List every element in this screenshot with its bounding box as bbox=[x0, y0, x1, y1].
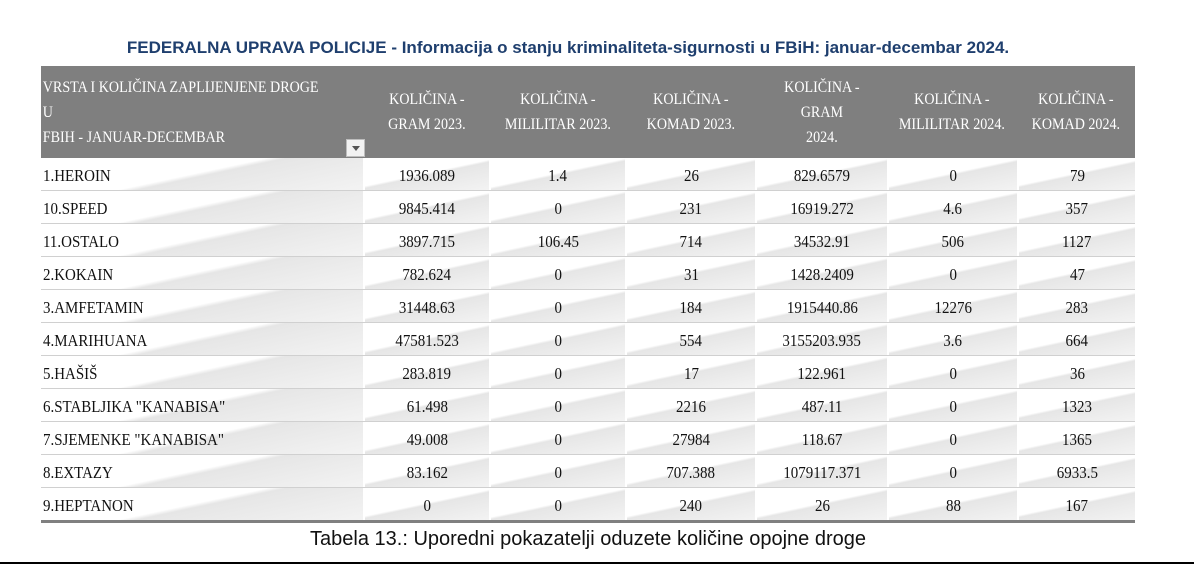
column-header bbox=[895, 66, 1009, 158]
quantity-cell bbox=[625, 356, 755, 388]
table-row bbox=[41, 355, 1135, 388]
column-header-line: KOMAD 2024. bbox=[1031, 116, 1121, 133]
cell-value: 184 bbox=[679, 298, 703, 317]
quantity-cell bbox=[363, 323, 489, 355]
cell-value: 27984 bbox=[672, 430, 710, 449]
column-header-line: FBIH - JANUAR-DECEMBAR bbox=[42, 128, 226, 146]
cell-value: 3.AMFETAMIN bbox=[43, 298, 144, 317]
column-header-line: KOLIČINA - bbox=[520, 91, 596, 108]
cell-value: 714 bbox=[679, 232, 703, 251]
cell-value: 2216 bbox=[676, 397, 706, 416]
table-row bbox=[41, 322, 1135, 355]
cell-value: 6.STABLJIKA "KANABISA" bbox=[43, 397, 226, 416]
cell-value: 16919.272 bbox=[790, 199, 854, 218]
cell-value: 0 bbox=[554, 265, 562, 284]
drug-type-cell bbox=[41, 257, 363, 289]
cell-value: 7.SJEMENKE "KANABISA" bbox=[43, 430, 224, 449]
cell-value: 357 bbox=[1065, 199, 1089, 218]
drug-type-cell bbox=[41, 455, 363, 487]
quantity-cell bbox=[489, 323, 625, 355]
quantity-cell bbox=[363, 158, 489, 190]
quantity-cell bbox=[1017, 422, 1135, 454]
quantity-cell bbox=[887, 356, 1017, 388]
filter-dropdown-button[interactable] bbox=[346, 139, 365, 157]
quantity-cell bbox=[489, 290, 625, 322]
cell-value: 31 bbox=[683, 265, 699, 284]
cell-value: 49.008 bbox=[406, 430, 448, 449]
quantity-cell bbox=[363, 257, 489, 289]
quantity-cell bbox=[755, 158, 887, 190]
cell-value: 122.961 bbox=[797, 364, 847, 383]
cell-value: 0 bbox=[554, 430, 562, 449]
quantity-cell bbox=[887, 191, 1017, 223]
cell-value: 0 bbox=[554, 199, 562, 218]
cell-value: 2.KOKAIN bbox=[43, 265, 114, 284]
column-header-line: KOMAD 2023. bbox=[646, 116, 736, 133]
quantity-cell bbox=[1017, 323, 1135, 355]
quantity-cell bbox=[887, 389, 1017, 421]
quantity-cell bbox=[363, 488, 489, 520]
column-header bbox=[498, 66, 617, 158]
quantity-cell bbox=[363, 455, 489, 487]
quantity-cell bbox=[755, 323, 887, 355]
cell-value: 5.HAŠIŠ bbox=[43, 364, 98, 383]
column-header-line: KOLIČINA - bbox=[1038, 91, 1114, 108]
cell-value: 554 bbox=[679, 331, 703, 350]
table-row bbox=[41, 487, 1135, 520]
quantity-cell bbox=[363, 290, 489, 322]
column-header-line: 2024. bbox=[805, 128, 838, 146]
table-row bbox=[41, 256, 1135, 289]
cell-value: 36 bbox=[1069, 364, 1085, 383]
quantity-cell bbox=[887, 224, 1017, 256]
quantity-cell bbox=[489, 224, 625, 256]
cell-value: 829.6579 bbox=[793, 166, 851, 185]
quantity-cell bbox=[887, 290, 1017, 322]
cell-value: 1079117.371 bbox=[783, 463, 861, 482]
quantity-cell bbox=[1017, 224, 1135, 256]
table-row bbox=[41, 454, 1135, 487]
table-row bbox=[41, 190, 1135, 223]
quantity-cell bbox=[489, 158, 625, 190]
dropdown-arrow-icon bbox=[352, 146, 360, 151]
column-header bbox=[372, 66, 483, 158]
quantity-cell bbox=[625, 455, 755, 487]
quantity-cell bbox=[1017, 389, 1135, 421]
cell-value: 8.EXTAZY bbox=[43, 463, 113, 482]
quantity-cell bbox=[755, 224, 887, 256]
quantity-cell bbox=[363, 356, 489, 388]
cell-value: 31448.63 bbox=[398, 298, 456, 317]
document-title: FEDERALNA UPRAVA POLICIJE - Informacija o stanju kriminaliteta-sigurnosti u FBiH: januar-decembar 2024. bbox=[126, 38, 1010, 57]
cell-value: 283.819 bbox=[402, 364, 452, 383]
cell-value: 88 bbox=[945, 496, 961, 515]
cell-value: 26 bbox=[814, 496, 830, 515]
cell-value: 1428.2409 bbox=[790, 265, 854, 284]
quantity-cell bbox=[489, 488, 625, 520]
quantity-cell bbox=[363, 389, 489, 421]
cell-value: 106.45 bbox=[537, 232, 579, 251]
drug-type-cell bbox=[41, 191, 363, 223]
table-bottom-border bbox=[41, 520, 1135, 523]
quantity-cell bbox=[625, 488, 755, 520]
quantity-cell bbox=[489, 422, 625, 454]
drug-type-cell bbox=[41, 290, 363, 322]
drug-type-cell bbox=[41, 389, 363, 421]
cell-value: 9.HEPTANON bbox=[43, 496, 134, 515]
cell-value: 6933.5 bbox=[1056, 463, 1098, 482]
drug-type-cell bbox=[41, 323, 363, 355]
quantity-cell bbox=[489, 257, 625, 289]
table-caption: Tabela 13.: Uporedni pokazatelji oduzete količine opojne droge bbox=[310, 528, 866, 550]
quantity-cell bbox=[1017, 158, 1135, 190]
quantity-cell bbox=[489, 389, 625, 421]
cell-value: 0 bbox=[423, 496, 431, 515]
quantity-cell bbox=[887, 488, 1017, 520]
table-header bbox=[41, 66, 1135, 158]
cell-value: 3897.715 bbox=[398, 232, 456, 251]
quantity-cell bbox=[755, 389, 887, 421]
quantity-cell bbox=[755, 290, 887, 322]
cell-value: 782.624 bbox=[402, 265, 452, 284]
cell-value: 47 bbox=[1069, 265, 1085, 284]
cell-value: 0 bbox=[949, 430, 957, 449]
cell-value: 61.498 bbox=[406, 397, 448, 416]
cell-value: 0 bbox=[949, 265, 957, 284]
column-header bbox=[41, 66, 326, 158]
quantity-cell bbox=[625, 422, 755, 454]
cell-value: 83.162 bbox=[406, 463, 448, 482]
quantity-cell bbox=[1017, 356, 1135, 388]
cell-value: 0 bbox=[949, 166, 957, 185]
cell-value: 664 bbox=[1065, 331, 1089, 350]
drug-type-cell bbox=[41, 224, 363, 256]
drug-type-cell bbox=[41, 422, 363, 454]
quantity-cell bbox=[1017, 191, 1135, 223]
column-header-line: GRAM 2023. bbox=[388, 116, 467, 133]
cell-value: 1323 bbox=[1062, 397, 1092, 416]
column-header-line: KOLIČINA - bbox=[653, 91, 729, 108]
cell-value: 167 bbox=[1065, 496, 1089, 515]
quantity-cell bbox=[625, 158, 755, 190]
quantity-cell bbox=[755, 356, 887, 388]
cell-value: 1.HEROIN bbox=[43, 166, 111, 185]
drug-type-cell bbox=[41, 488, 363, 520]
cell-value: 3.6 bbox=[943, 331, 963, 350]
cell-value: 10.SPEED bbox=[43, 199, 108, 218]
cell-value: 1365 bbox=[1062, 430, 1092, 449]
cell-value: 3155203.935 bbox=[782, 331, 862, 350]
quantity-cell bbox=[489, 191, 625, 223]
cell-value: 1127 bbox=[1062, 232, 1092, 251]
column-header-line: VRSTA I KOLIČINA ZAPLIJENJENE DROGE U bbox=[42, 78, 319, 121]
column-header-line: KOLIČINA - GRAM bbox=[783, 78, 860, 121]
quantity-cell bbox=[887, 257, 1017, 289]
quantity-cell bbox=[887, 158, 1017, 190]
column-header-line: KOLIČINA - bbox=[914, 91, 991, 108]
quantity-cell bbox=[625, 224, 755, 256]
quantity-cell bbox=[1017, 455, 1135, 487]
cell-value: 707.388 bbox=[666, 463, 716, 482]
cell-value: 1915440.86 bbox=[786, 298, 858, 317]
quantity-cell bbox=[625, 323, 755, 355]
cell-value: 0 bbox=[554, 364, 562, 383]
table-row bbox=[41, 289, 1135, 322]
quantity-cell bbox=[625, 389, 755, 421]
cell-value: 1936.089 bbox=[398, 166, 456, 185]
quantity-cell bbox=[755, 422, 887, 454]
quantity-cell bbox=[489, 455, 625, 487]
cell-value: 487.11 bbox=[801, 397, 843, 416]
quantity-cell bbox=[1017, 290, 1135, 322]
column-header bbox=[1024, 66, 1128, 158]
column-header bbox=[634, 66, 748, 158]
cell-value: 0 bbox=[949, 463, 957, 482]
table-row bbox=[41, 223, 1135, 256]
cell-value: 0 bbox=[949, 364, 957, 383]
quantity-cell bbox=[887, 323, 1017, 355]
cell-value: 0 bbox=[949, 397, 957, 416]
quantity-cell bbox=[625, 191, 755, 223]
quantity-cell bbox=[363, 224, 489, 256]
cell-value: 1.4 bbox=[548, 166, 568, 185]
quantity-cell bbox=[1017, 488, 1135, 520]
quantity-cell bbox=[887, 455, 1017, 487]
cell-value: 0 bbox=[554, 397, 562, 416]
quantity-cell bbox=[625, 257, 755, 289]
cell-value: 506 bbox=[941, 232, 965, 251]
cell-value: 0 bbox=[554, 463, 562, 482]
column-header-line: MILILITAR 2024. bbox=[899, 116, 1006, 133]
table-row bbox=[41, 388, 1135, 421]
cell-value: 11.OSTALO bbox=[43, 232, 119, 251]
cell-value: 12276 bbox=[934, 298, 972, 317]
cell-value: 240 bbox=[679, 496, 703, 515]
quantity-cell bbox=[755, 257, 887, 289]
cell-value: 34532.91 bbox=[793, 232, 851, 251]
cell-value: 4.MARIHUANA bbox=[43, 331, 148, 350]
cell-value: 283 bbox=[1065, 298, 1089, 317]
cell-value: 4.6 bbox=[943, 199, 963, 218]
cell-value: 47581.523 bbox=[395, 331, 459, 350]
drug-seizure-table bbox=[41, 66, 1135, 523]
quantity-cell bbox=[363, 422, 489, 454]
drug-type-cell bbox=[41, 158, 363, 190]
column-header-line: MILILITAR 2023. bbox=[505, 116, 612, 133]
quantity-cell bbox=[363, 191, 489, 223]
quantity-cell bbox=[755, 455, 887, 487]
quantity-cell bbox=[755, 191, 887, 223]
cell-value: 118.67 bbox=[801, 430, 843, 449]
cell-value: 79 bbox=[1069, 166, 1085, 185]
column-header-line: KOLIČINA - bbox=[389, 91, 466, 108]
cell-value: 0 bbox=[554, 496, 562, 515]
column-header bbox=[764, 66, 880, 158]
table-body bbox=[41, 158, 1135, 520]
cell-value: 9845.414 bbox=[398, 199, 456, 218]
cell-value: 17 bbox=[683, 364, 699, 383]
quantity-cell bbox=[1017, 257, 1135, 289]
quantity-cell bbox=[887, 422, 1017, 454]
quantity-cell bbox=[489, 356, 625, 388]
page-divider bbox=[0, 562, 1194, 564]
quantity-cell bbox=[625, 290, 755, 322]
cell-value: 26 bbox=[683, 166, 699, 185]
table-row bbox=[41, 158, 1135, 190]
quantity-cell bbox=[755, 488, 887, 520]
cell-value: 0 bbox=[554, 331, 562, 350]
drug-type-cell bbox=[41, 356, 363, 388]
table-row bbox=[41, 421, 1135, 454]
cell-value: 231 bbox=[679, 199, 703, 218]
cell-value: 0 bbox=[554, 298, 562, 317]
